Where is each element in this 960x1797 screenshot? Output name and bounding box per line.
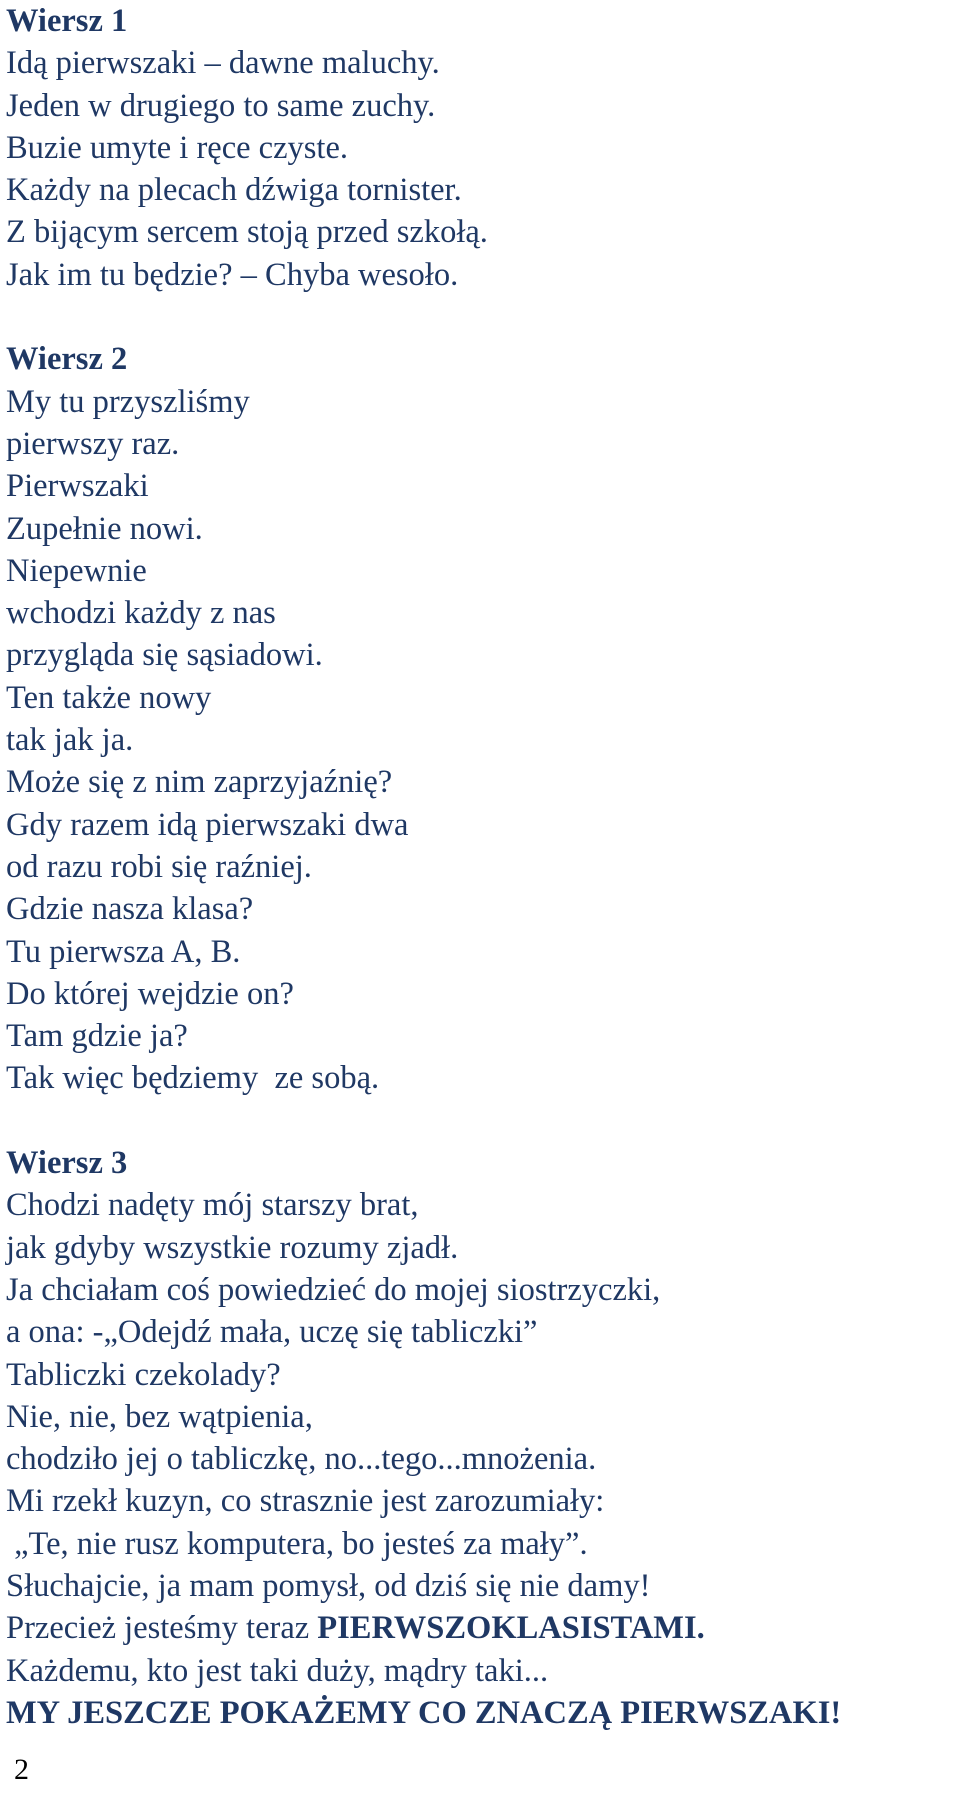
poem-2-line: Gdy razem idą pierwszaki dwa bbox=[6, 806, 409, 843]
poem-3-line: chodziło jej o tabliczkę, no...tego...mnożenia. bbox=[6, 1441, 597, 1478]
poem-3-line: jak gdyby wszystkie rozumy zjadł. bbox=[6, 1229, 459, 1266]
poem-1-line: Jeden w drugiego to same zuchy. bbox=[6, 87, 436, 124]
poem-2-title: Wiersz 2 bbox=[6, 341, 128, 378]
poem-3-line: Każdemu, kto jest taki duży, mądry taki... bbox=[6, 1652, 549, 1689]
poem-2-line: Może się z nim zaprzyjaźnię? bbox=[6, 764, 393, 801]
poem-1-line: Każdy na plecach dźwiga tornister. bbox=[6, 172, 462, 209]
poem-3-line: Chodzi nadęty mój starszy brat, bbox=[6, 1187, 419, 1224]
poem-2-line: pierwszy raz. bbox=[6, 425, 180, 462]
poem-2 bbox=[6, 338, 956, 1099]
stanza-gap bbox=[6, 1100, 956, 1142]
poem-2-line: Tam gdzie ja? bbox=[6, 1018, 188, 1055]
poem-3 bbox=[6, 1142, 956, 1734]
poem-3-final-line: MY JESZCZE POKAŻEMY CO ZNACZĄ PIERWSZAKI! bbox=[6, 1694, 842, 1731]
poem-3-line: Ja chciałam coś powiedzieć do mojej siostrzyczki, bbox=[6, 1271, 661, 1308]
poem-1-line: Z bijącym sercem stoją przed szkołą. bbox=[6, 214, 488, 251]
poem-1-line: Buzie umyte i ręce czyste. bbox=[6, 129, 348, 166]
poem-2-line: My tu przyszliśmy bbox=[6, 383, 250, 420]
poem-3-title: Wiersz 3 bbox=[6, 1145, 128, 1182]
page-number: 2 bbox=[14, 1753, 29, 1786]
poem-2-line: Niepewnie bbox=[6, 552, 147, 589]
poem-2-line: przygląda się sąsiadowi. bbox=[6, 637, 323, 674]
poem-2-line: Pierwszaki bbox=[6, 468, 149, 505]
poem-3-line: Nie, nie, bez wątpienia, bbox=[6, 1398, 313, 1435]
poem-2-line: Zupełnie nowi. bbox=[6, 510, 203, 547]
poem-2-line: od razu robi się raźniej. bbox=[6, 848, 312, 885]
poem-3-line: Tabliczki czekolady? bbox=[6, 1356, 281, 1393]
poem-1-line: Idą pierwszaki – dawne maluchy. bbox=[6, 45, 440, 82]
przeciez-prefix: Przecież jesteśmy teraz bbox=[6, 1610, 318, 1647]
poem-3-line: „Te, nie rusz komputera, bo jesteś za mały”. bbox=[6, 1525, 588, 1562]
poem-1 bbox=[6, 0, 956, 296]
poem-2-line: Tak więc będziemy ze sobą. bbox=[6, 1060, 380, 1097]
pierwszoklasistami-emphasis: PIERWSZOKLASISTAMI. bbox=[317, 1610, 705, 1647]
stanza-gap bbox=[6, 296, 956, 338]
poem-2-line: Ten także nowy bbox=[6, 679, 212, 716]
poem-2-line: tak jak ja. bbox=[6, 722, 134, 759]
poem-2-line: Tu pierwsza A, B. bbox=[6, 933, 241, 970]
poem-2-line: Gdzie nasza klasa? bbox=[6, 891, 254, 928]
poem-1-title: Wiersz 1 bbox=[6, 3, 128, 39]
document-page bbox=[6, 0, 956, 1734]
poem-3-line-przeciez bbox=[6, 1607, 956, 1649]
poem-3-line: Słuchajcie, ja mam pomysł, od dziś się nie damy! bbox=[6, 1567, 651, 1604]
poem-2-line: wchodzi każdy z nas bbox=[6, 595, 276, 632]
poem-1-line: Jak im tu będzie? – Chyba wesoło. bbox=[6, 256, 459, 293]
poem-2-line: Do której wejdzie on? bbox=[6, 975, 294, 1012]
poem-3-line: Mi rzekł kuzyn, co strasznie jest zarozumiały: bbox=[6, 1483, 605, 1520]
poem-3-line: a ona: -„Odejdź mała, uczę się tabliczki” bbox=[6, 1314, 538, 1351]
